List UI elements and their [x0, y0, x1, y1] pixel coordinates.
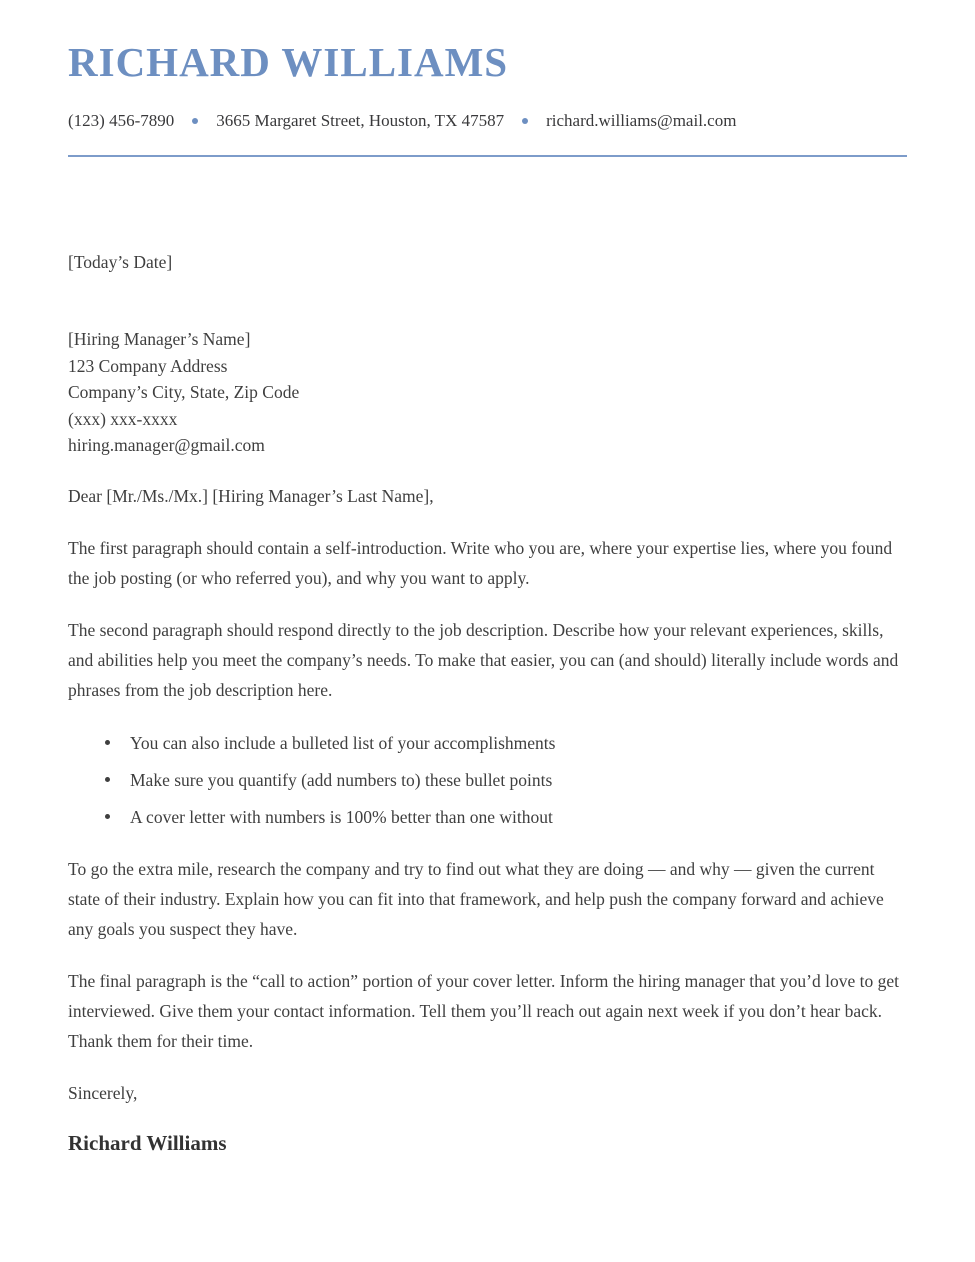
paragraph-extra-mile: To go the extra mile, research the company and try to find out what they are doing — and why — given the current state of their industry. Explain how you can fit into that framework, and help push the company forward and achieve any goals you suspect they have. [68, 858, 884, 939]
recipient-city-state-zip: Company’s City, State, Zip Code [68, 382, 300, 403]
salutation: Dear [Mr./Ms./Mx.] [Hiring Manager’s Last Name], [68, 485, 434, 506]
paragraph-call-to-action: The final paragraph is the “call to action” portion of your cover letter. Inform the hiring manager that you’d love to get interviewed. Give them your contact information. Tell them you’ll reach out again next week if you don’t hear back. Thank them for their time. [68, 970, 899, 1051]
list-item-text: A cover letter with numbers is 100% better than one without [130, 806, 553, 827]
recipient-email: hiring.manager@gmail.com [68, 435, 265, 456]
letter-body [68, 247, 907, 1158]
recipient-block [68, 326, 907, 459]
paragraph-job-description: The second paragraph should respond directly to the job description. Describe how your relevant experiences, skills, and abilities help you meet the company’s needs. To make that easier, you can (and should) literally include words and phrases from the job description here. [68, 619, 899, 700]
letter-header [68, 0, 907, 157]
bullet-separator-icon [522, 118, 528, 124]
header-divider [68, 155, 907, 157]
applicant-name: RICHARD WILLIAMS [68, 39, 509, 85]
list-item-text: You can also include a bulleted list of your accomplishments [130, 732, 556, 753]
list-bullet-icon [105, 814, 110, 819]
contact-address: 3665 Margaret Street, Houston, TX 47587 [216, 111, 505, 131]
list-item [68, 728, 907, 758]
bullet-separator-icon [192, 118, 198, 124]
accomplishments-list [68, 728, 907, 832]
recipient-name: [Hiring Manager’s Name] [68, 329, 251, 350]
closing: Sincerely, [68, 1082, 138, 1103]
list-item [68, 802, 907, 832]
date-placeholder: [Today’s Date] [68, 252, 173, 273]
recipient-street: 123 Company Address [68, 355, 228, 376]
list-item-text: Make sure you quantify (add numbers to) these bullet points [130, 769, 553, 790]
contact-email: richard.williams@mail.com [546, 111, 737, 131]
contact-phone: (123) 456-7890 [68, 111, 175, 131]
list-bullet-icon [105, 740, 110, 745]
contact-line [68, 111, 907, 131]
recipient-phone: (xxx) xxx-xxxx [68, 408, 178, 429]
paragraph-introduction: The first paragraph should contain a self-introduction. Write who you are, where your expertise lies, where you found the job posting (or who referred you), and why you want to apply. [68, 537, 893, 588]
signature: Richard Williams [68, 1130, 227, 1155]
list-bullet-icon [105, 777, 110, 782]
list-item [68, 765, 907, 795]
